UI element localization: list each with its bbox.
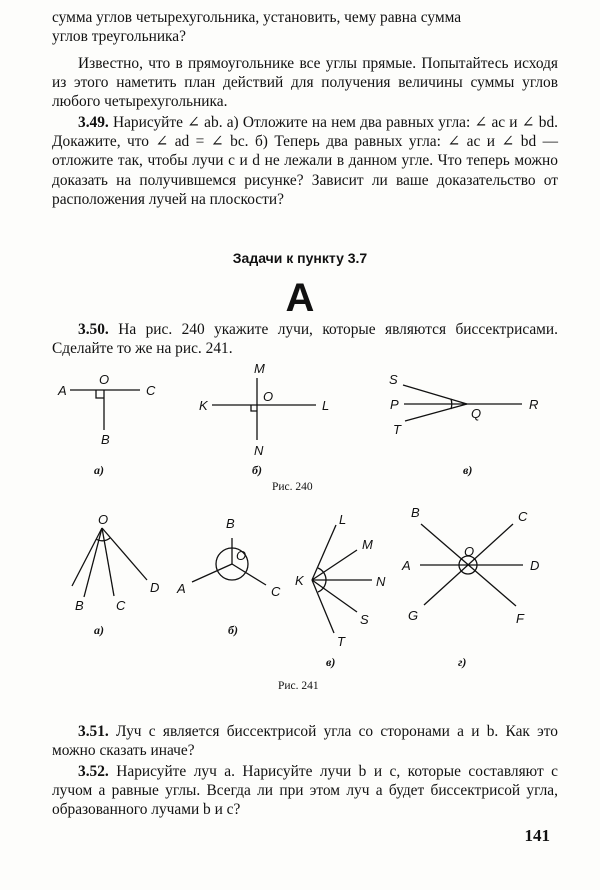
point-label: C [518, 509, 528, 524]
right-angle-mark [251, 405, 257, 411]
exercise-text: Нарисуйте ∠ ab. а) Отложите на нем два равных угла: ∠ ac и ∠ bd. Докажите, что ∠ ad = ∠ bc. б) Теперь два равных угла: ∠ ac и ∠ bd — отложите так, чтобы лучи c и d не лежали в данном угле. Что теперь можно доказать на получившемся рисунке? Зависит ли ваше доказательство от расположения лучей на плоскости? [52, 114, 558, 208]
point-label: G [408, 608, 419, 623]
figure-240a [57, 372, 156, 477]
point-label: M [254, 361, 265, 376]
point-label: B [411, 505, 420, 520]
exercise-3-52 [52, 762, 558, 820]
ray [102, 528, 114, 596]
point-label: B [75, 598, 84, 613]
page-number: 141 [524, 826, 550, 845]
point-label: K [199, 398, 208, 413]
point-label: D [150, 580, 160, 595]
exercise-text: На рис. 240 укажите лучи, которые являются биссектрисами. Сделайте то же на рис. 241. [52, 321, 558, 358]
ray-oc [232, 564, 266, 585]
ray-qt [405, 404, 467, 421]
point-label: K [295, 573, 304, 588]
point-label: B [226, 516, 235, 531]
point-label: C [271, 584, 281, 599]
figure-241a [72, 512, 159, 637]
exercise-text: Нарисуйте луч a. Нарисуйте лучи b и c, которые составляют с лучом a равные углы. Всегда ли при этом луч a будет биссектрисой угла, образованного лучами b и c? [52, 763, 558, 819]
figure-241d [401, 505, 539, 669]
point-label: S [360, 612, 369, 627]
exercise-3-51 [52, 722, 558, 760]
point-label: L [322, 398, 330, 413]
point-label: A [177, 581, 186, 596]
right-angle-mark [96, 390, 104, 398]
point-label: M [362, 537, 373, 552]
point-label: O [263, 389, 274, 404]
section-title: Задачи к пункту 3.7 [232, 250, 368, 266]
ray [84, 528, 102, 597]
exercise-number: 3.51. [78, 723, 109, 740]
sub-figure-label: б) [252, 463, 262, 477]
sub-figure-label: г) [458, 655, 467, 669]
sub-figure-label: а) [94, 463, 104, 477]
level-mark: А [285, 276, 315, 320]
sub-figure-label: б) [228, 623, 238, 637]
figure-caption: Рис. 240 [272, 481, 313, 493]
point-label: N [376, 574, 386, 589]
point-label: O [236, 548, 247, 563]
sub-figure-label: а) [94, 623, 104, 637]
point-label: A [402, 558, 411, 573]
point-label: R [529, 397, 539, 412]
point-label: O [98, 512, 109, 527]
exercise-number: 3.52. [78, 763, 109, 780]
ray [72, 528, 102, 586]
point-label: Q [471, 406, 482, 421]
point-label: O [99, 372, 110, 387]
point-label: B [101, 432, 110, 447]
exercise-number: 3.49. [78, 114, 109, 131]
sub-figure-label: в) [326, 655, 336, 669]
point-label: S [389, 372, 398, 387]
point-label: A [58, 383, 67, 398]
point-label: L [339, 512, 347, 527]
figure-241c [295, 512, 386, 669]
point-label: P [390, 397, 399, 412]
point-label: T [393, 422, 401, 437]
point-label: T [337, 634, 345, 649]
point-label: C [146, 383, 156, 398]
exercise-number: 3.50. [78, 321, 109, 338]
point-label: F [516, 611, 524, 626]
ray-qs [403, 385, 467, 404]
point-label: D [530, 558, 540, 573]
text-line: сумма углов четырехугольника, установить, чему равна сумма [52, 9, 462, 26]
angle-arc [96, 538, 110, 541]
sub-figure-label: в) [463, 463, 473, 477]
figure-240b [199, 361, 329, 477]
figure-241b [176, 516, 281, 637]
figure-caption: Рис. 241 [278, 680, 319, 692]
figure-240c [389, 372, 538, 477]
text-line: углов треугольника? [52, 28, 186, 46]
point-label: O [464, 544, 475, 559]
point-label: C [116, 598, 126, 613]
ray [102, 528, 147, 580]
exercise-text: Луч c является биссектрисой угла со сторонами a и b. Как это можно сказать иначе? [52, 723, 558, 760]
point-label: N [254, 443, 264, 458]
paragraph-hint: Известно, что в прямоугольнике все углы прямые. Попытайтесь исходя из этого наметить план действий для получения величины суммы углов любого четырехугольника. [52, 55, 558, 111]
